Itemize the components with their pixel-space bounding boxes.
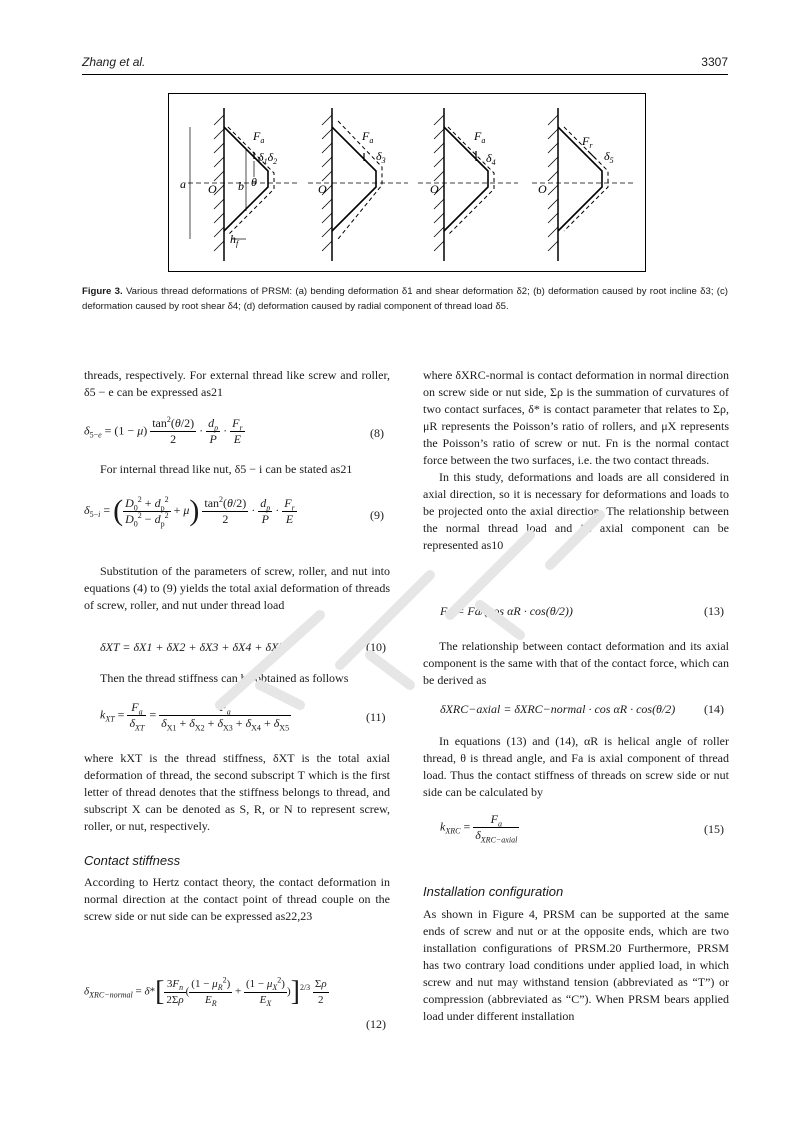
left-paragraph-5-wrap: [84, 750, 390, 835]
left-paragraph-6: According to Hertz contact theory, the contact deformation in normal direction at the contact point of thread couple on the screw side or nut side can be expressed as22,23: [84, 875, 390, 923]
left-paragraph-3-wrap: [84, 563, 390, 614]
left-paragraph-1: threads, respectively. For external thread like screw and roller, δ5 − e can be expressed as21: [84, 368, 390, 399]
delta-label-a: $\delta_1\delta_2$: [258, 150, 278, 166]
header-page-number: 3307: [701, 55, 728, 69]
right-paragraph-3: The relationship between contact deformation and its axial component is the same with that of the contact force, which can be derived as: [423, 639, 729, 687]
header-rule: [82, 74, 728, 75]
section-heading-contact-stiffness: Contact stiffness: [84, 853, 181, 868]
figure-caption-text: Various thread deformations of PRSM: (a) bending deformation δ1 and shear deformation δ2; (b) deformation caused by root incline δ3; (c) deformation caused by root shear δ4; (d) deformation caused by radial component of thread load δ5.: [82, 286, 728, 312]
equation-11: $k_{XT}$ = $\frac{F_a}{\delta_{XT}}$ = $\frac{F_a}{\delta_{X1} + \delta_{X2} + \delta_{X3} + \delta_{X4} + \delta_{X5}}$: [100, 700, 290, 733]
figure-caption-label: Figure 3.: [82, 286, 123, 297]
header-authors: Zhang et al.: [82, 55, 146, 69]
right-paragraph-3-wrap: [423, 638, 729, 689]
left-paragraph-4-wrap: [84, 670, 390, 687]
equation-14: δXRC−axial = δXRC−normal · cos αR · cos(θ/2): [440, 702, 676, 716]
equation-13-number: (13): [704, 604, 724, 618]
delta5-label: $\delta_5$: [604, 149, 614, 165]
right-paragraph-1-wrap: [423, 367, 729, 554]
right-paragraph-2: In this study, deformations and loads are all considered in axial direction, so it is necessary for deformations and loads to be projected onto the axial direction. The relationship between the normal thread load and its axial component can be represented as10: [423, 470, 729, 552]
equation-9-number: (9): [370, 508, 384, 522]
section-heading-installation-configuration: Installation configuration: [423, 884, 564, 899]
left-paragraph-6-wrap: [84, 874, 390, 925]
fa-label-b: $F_a$: [362, 129, 374, 145]
delta3-label: $\delta_3$: [376, 149, 386, 165]
equation-10: δXT = δX1 + δX2 + δX3 + δX4 + δX5: [100, 640, 285, 654]
right-paragraph-5: As shown in Figure 4, PRSM can be supported at the same ends of screw and nut or at the opposite ends, which are two installation configurations of PRSM.20 Furthermore, PRSM has two contrary load conditions under applied load, in which screw and nut may withstand tension (abbreviated as “T”) or compression (abbreviated as “C”). When PRSM bears applied load under different installation: [423, 907, 729, 1023]
fa-label-c: $F_a$: [474, 129, 486, 145]
equation-14-number: (14): [704, 702, 724, 716]
b-dimension-label: b: [238, 179, 244, 193]
equation-11-number: (11): [366, 710, 386, 724]
a-dimension-label: a: [180, 177, 186, 191]
origin-label-a: O: [208, 182, 217, 196]
equation-10-number: (10): [366, 640, 386, 654]
running-header: [82, 55, 728, 75]
origin-label-b: O: [318, 182, 327, 196]
equation-12: $\delta_{XRC-normal} = \delta*$[ $\frac{3F_n}{2\Sigma\rho}$ ( $\frac{(1 - \mu_R^2)}{E_R}$ + $\frac{(1 - \mu_X^2)}{E_X}$ )]$^{2/3}$ $\frac{\Sigma\rho}{2}$: [84, 974, 327, 1008]
left-column-intro: [84, 367, 390, 401]
equation-12-number: (12): [366, 1017, 386, 1031]
hf-label: $h_f$: [230, 232, 239, 248]
left-paragraph-3: Substitution of the parameters of screw, roller, and nut into equations (4) to (9) yields the total axial deformation of threads of screw, roller, and nut under thread load: [84, 564, 390, 612]
theta-label: θ: [251, 175, 257, 189]
right-paragraph-4: In equations (13) and (14), αR is helical angle of roller thread, θ is thread angle, and Fa is axial component of thread load. Thus the contact stiffness of threads on screw side or nut side can be calculated by: [423, 734, 729, 799]
figure-caption: [82, 284, 728, 314]
fr-label-d: $F_r$: [582, 134, 593, 150]
right-paragraph-1: where δXRC-normal is contact deformation in normal direction on screw side or nut side, Σρ is the summation of curvatures of two contact surfaces, δ* is contact parameter that relates to Σρ, μR represents the Poisson’s ratio of rollers, and μX represents the Poisson’s ratio of screw or nut. Fn is the normal contact force between the two surfaces, i.e. the two contact threads.: [423, 368, 729, 467]
origin-label-c: O: [430, 182, 439, 196]
right-paragraph-4-wrap: [423, 733, 729, 801]
origin-label-d: O: [538, 182, 547, 196]
equation-13: Fa = Fa/(cos αR · cos(θ/2)): [440, 604, 573, 618]
delta4-label: $\delta_4$: [486, 151, 496, 167]
equation-8: $\delta_{5-e} = (1 - \mu)$ $\frac{\tan^2(\theta/2)}{2}$ · $\frac{d_p}{P}$ · $\frac{F_r}{E}$: [84, 415, 243, 446]
left-paragraph-4: Then the thread stiffness can be obtained as follows: [100, 671, 349, 685]
figure-3-thread-deformations: [168, 93, 646, 272]
equation-8-number: (8): [370, 426, 384, 440]
fa-label-a: $F_a$: [253, 129, 265, 145]
left-paragraph-2: For internal thread like nut, δ5 − i can be stated as21: [100, 462, 353, 476]
right-paragraph-5-wrap: [423, 906, 729, 1025]
left-paragraph-2-wrap: [84, 461, 390, 478]
equation-15: $k_{XRC}$ = $\frac{F_a}{\delta_{XRC-axial}}$: [440, 812, 518, 845]
equation-9: $\delta_{5-i}$ = ( $\frac{D_0^2 + d_p^2}{D_0^2 - d_p^2}$ + μ) $\frac{\tan^2(\theta/2)}{2}$ · $\frac{d_p}{P}$ · $\frac{F_r}{E}$: [84, 494, 295, 528]
left-paragraph-5: where kXT is the thread stiffness, δXT is the total axial deformation of thread, the second subscript T which is the first letter of thread denotes that the stiffness belongs to thread, and subscript X can be denoted as S, R, or N to represent screw, roller, or nut, respectively.: [84, 751, 390, 833]
equation-15-number: (15): [704, 822, 724, 836]
